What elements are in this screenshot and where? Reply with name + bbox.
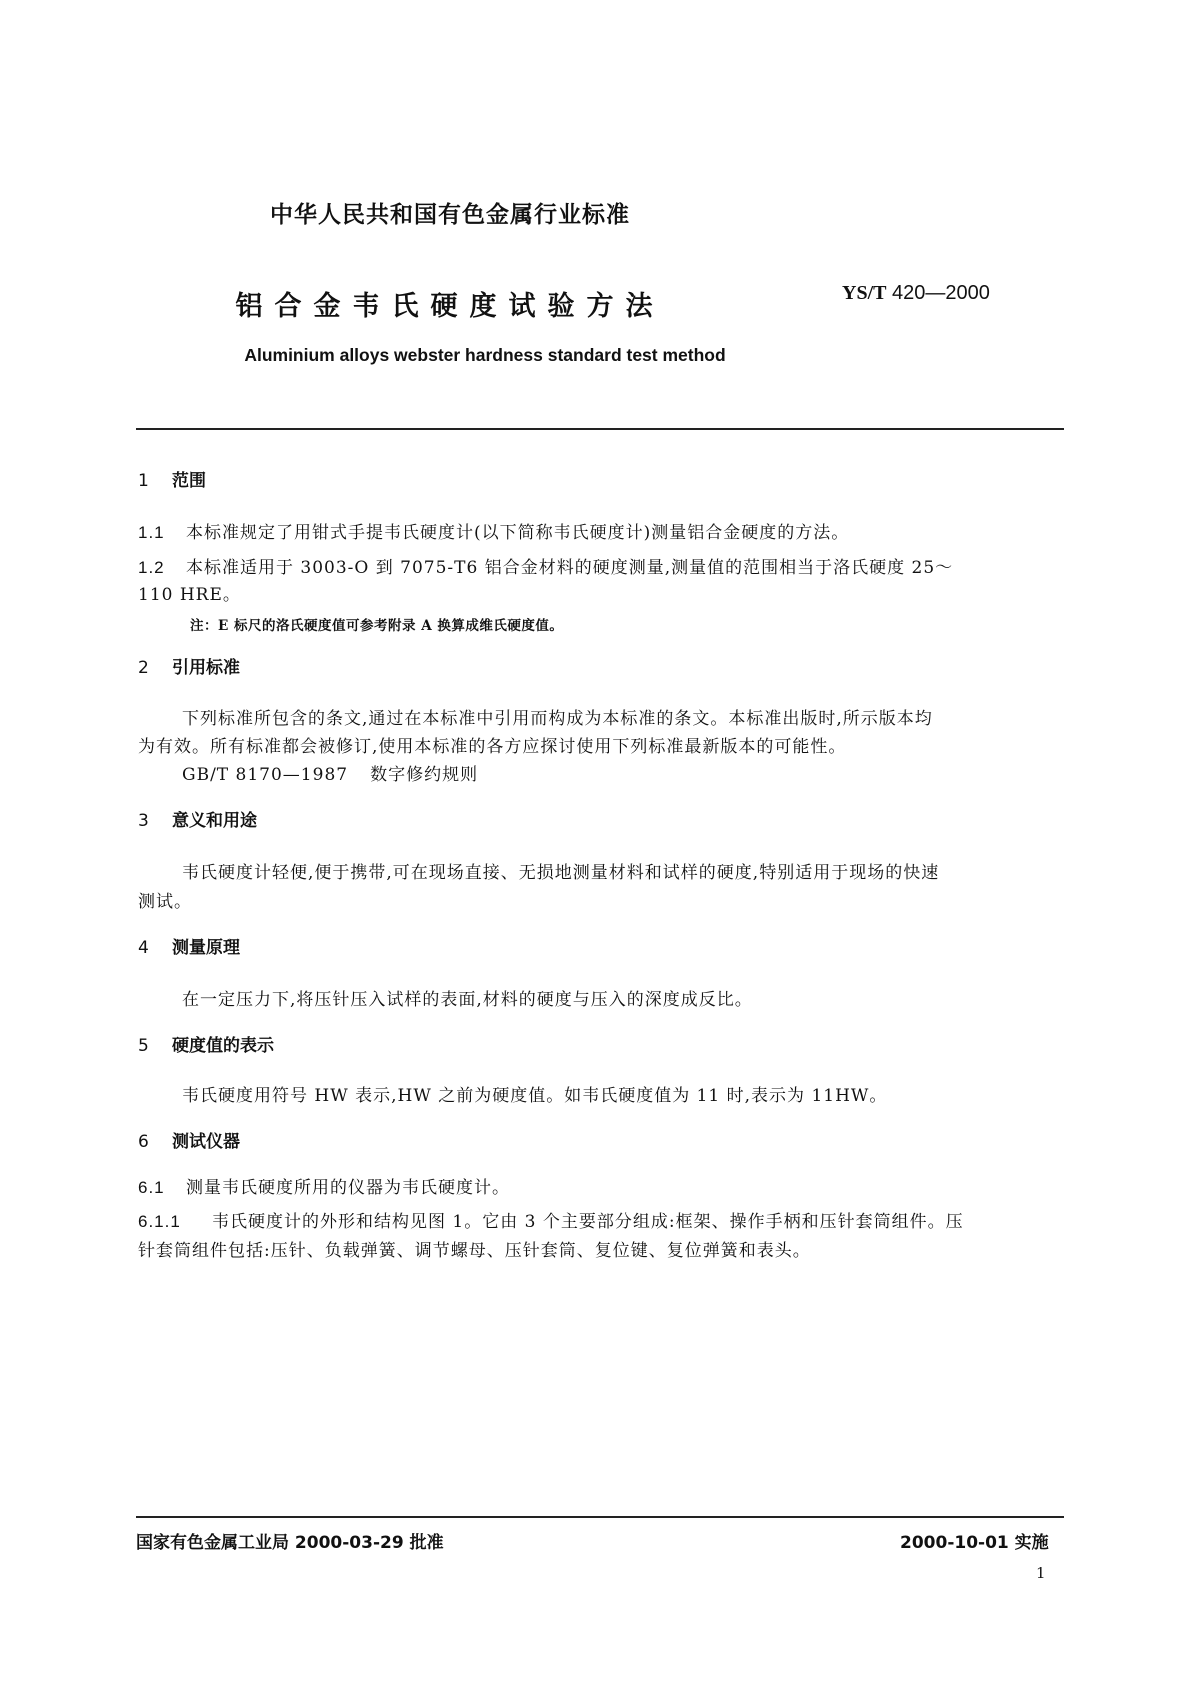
section-4-heading [138,933,240,958]
clause-1-2-continued: 110 HRE。 [138,585,241,605]
section-number: 5 [138,1036,149,1056]
document-title-english: Aluminium alloys webster hardness standard test method [244,345,726,365]
section-number: 6 [138,1132,149,1152]
section-title: 测量原理 [172,938,240,958]
document-title-chinese: 铝合金韦氏硬度试验方法 [235,291,665,322]
clause-number: 1.2 [138,558,165,577]
clause-text: 本标准规定了用钳式手提韦氏硬度计(以下简称韦氏硬度计)测量铝合金硬度的方法。 [186,523,850,543]
section-number: 2 [138,658,149,678]
clause-number: 1.1 [138,523,165,542]
clause-1-1 [138,518,849,543]
clause-6-1 [138,1173,510,1198]
paragraph-line: 韦氏硬度计轻便,便于携带,可在现场直接、无损地测量材料和试样的硬度,特别适用于现场的快速 [182,863,940,883]
paragraph-line: 在一定压力下,将压针压入试样的表面,材料的硬度与压入的深度成反比。 [182,990,753,1010]
section-3-heading [138,806,257,831]
issuing-body-title: 中华人民共和国有色金属行业标准 [270,202,630,228]
paragraph-line: 测试。 [138,892,192,912]
section-title: 引用标准 [172,658,240,678]
section-1-heading [138,466,206,491]
clause-number: 6.1.1 [138,1212,181,1231]
section-number: 1 [138,471,149,491]
section-title: 范围 [172,471,206,491]
approval-date: 国家有色金属工业局 2000-03-29 批准 [136,1533,444,1553]
effective-date: 2000-10-01 实施 [900,1533,1049,1553]
clause-text: 本标准适用于 3003-O 到 7075-T6 铝合金材料的硬度测量,测量值的范围相当于洛氏硬度 25～ [186,558,954,578]
header-divider [136,428,1064,430]
clause-number: 6.1 [138,1178,165,1197]
reference-code: GB/T 8170—1987 [182,765,349,785]
page-number: 1 [1036,1564,1046,1582]
clause-1-2 [138,553,953,578]
standard-code: 420—2000 [892,282,990,304]
section-number: 3 [138,811,149,831]
section-title: 测试仪器 [172,1132,240,1152]
section-title: 硬度值的表示 [172,1036,274,1056]
reference-title: 数字修约规则 [370,765,479,785]
paragraph-line: 为有效。所有标准都会被修订,使用本标准的各方应探讨使用下列标准最新版本的可能性。 [138,737,847,757]
footer-divider [136,1516,1064,1518]
section-number: 4 [138,938,149,958]
clause-text: 韦氏硬度计的外形和结构见图 1。它由 3 个主要部分组成:框架、操作手柄和压针套筒组件。压 [212,1212,964,1232]
section-title: 意义和用途 [172,811,257,831]
clause-text: 测量韦氏硬度所用的仪器为韦氏硬度计。 [186,1178,510,1198]
clause-6-1-1 [138,1207,964,1232]
clause-6-1-1-continued: 针套筒组件包括:压针、负载弹簧、调节螺母、压针套筒、复位键、复位弹簧和表头。 [138,1241,811,1261]
paragraph-line: 韦氏硬度用符号 HW 表示,HW 之前为硬度值。如韦氏硬度值为 11 时,表示为 11HW。 [182,1086,888,1106]
section-6-heading [138,1127,240,1152]
section-2-heading [138,653,240,678]
standard-number [842,282,990,305]
section-5-heading [138,1031,274,1056]
paragraph-line: 下列标准所包含的条文,通过在本标准中引用而构成为本标准的条文。本标准出版时,所示版本均 [182,709,933,729]
standard-prefix: YS/T [842,282,887,304]
normative-reference [182,760,478,785]
note-text: 注：E 标尺的洛氏硬度值可参考附录 A 换算成维氏硬度值。 [190,618,564,634]
